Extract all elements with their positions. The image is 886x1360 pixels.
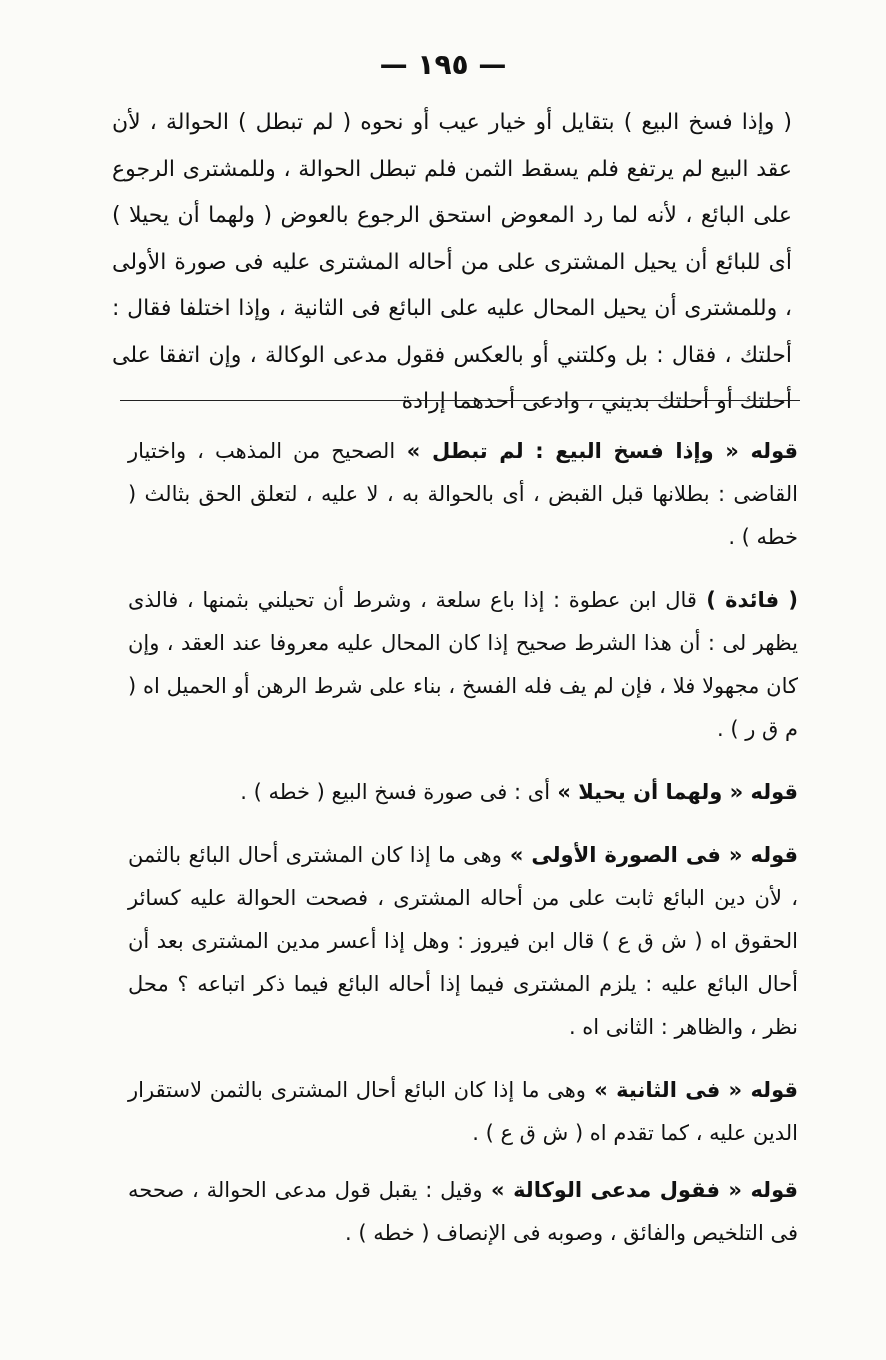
page-number: — ١٩٥ — — [379, 48, 507, 81]
commentary-note-3 — [128, 771, 798, 814]
note-lead: ( فائدة ) — [696, 588, 798, 612]
note-lead: قوله « فى الصورة الأولى » — [501, 843, 798, 867]
commentary-note-6 — [128, 1169, 798, 1255]
note-lead: قوله « وإذا فسخ البيع : لم تبطل » — [395, 439, 798, 463]
note-text: وهى ما إذا كان البائع أحال المشترى بالثمن لاستقرار الدين عليه ، كما تقدم اه ( ش ق ع ) . — [128, 1078, 798, 1145]
note-text: وهى ما إذا كان المشترى أحال البائع بالثمن ، لأن دين البائع ثابت على من أحاله المشترى ، فصحت الحوالة عليه كسائر الحقوق اه ( ش ق ع ) قال ابن فيروز : وهل إذا أعسر مدين المشترى بعد أن أحال البائع عليه : يلزم المشترى فيما إذا أحاله البائع فيما ذكر اتباعه ؟ محل نظر ، والظاهر : الثانى اه . — [128, 843, 798, 1039]
note-lead: قوله « فى الثانية » — [585, 1078, 798, 1102]
commentary-note-2 — [128, 579, 798, 751]
commentary-note-1 — [128, 430, 798, 559]
note-lead: قوله « فقول مدعى الوكالة » — [482, 1178, 798, 1202]
main-text: ( وإذا فسخ البيع ) بتقايل أو خيار عيب أو نحوه ( لم تبطل ) الحوالة ، لأن عقد البيع لم يرتفع فلم يسقط الثمن فلم تبطل الحوالة ، وللمشترى الرجوع على البائع ، لأنه لما رد المعوض استحق الرجوع بالعوض ( ولهما أن يحيلا ) أى للبائع أن يحيل المشترى على من أحاله المشترى عليه فى صورة الأولى ، وللمشترى أن يحيل المحال عليه على البائع فى الثانية ، وإذا اختلفا فقال : أحلتك ، فقال : بل وكلتني أو بالعكس فقول مدعى الوكالة ، وإن اتفقا على أحلتك أو أحلتك بديني ، وادعى أحدهما إرادة — [112, 110, 792, 414]
note-text: أى : فى صورة فسخ البيع ( خطه ) . — [240, 780, 551, 804]
note-text: قال ابن عطوة : إذا باع سلعة ، وشرط أن تحيلني بثمنها ، فالذى يظهر لى : أن هذا الشرط صحيح إذا كان المحال عليه معروفا عند العقد ، وإن كان مجهولا فلا ، فإن لم يف فله الفسخ ، بناء على شرط الرهن أو الحميل اه ( م ق ر ) . — [128, 588, 798, 741]
commentary-section — [128, 430, 798, 1255]
commentary-note-5 — [128, 1069, 798, 1155]
note-lead: قوله « ولهما أن يحيلا » — [550, 780, 798, 804]
note-text: وقيل : يقبل قول مدعى الحوالة ، صححه فى التلخيص والفائق ، وصوبه فى الإنصاف ( خطه ) . — [128, 1178, 798, 1245]
note-text: الصحيح من المذهب ، واختيار القاضى : بطلانها قبل القبض ، أى بالحوالة به ، لا عليه ، لتعلق الحق بثالث ( خطه ) . — [128, 439, 798, 549]
footnote-divider — [120, 400, 800, 401]
commentary-note-4 — [128, 834, 798, 1049]
